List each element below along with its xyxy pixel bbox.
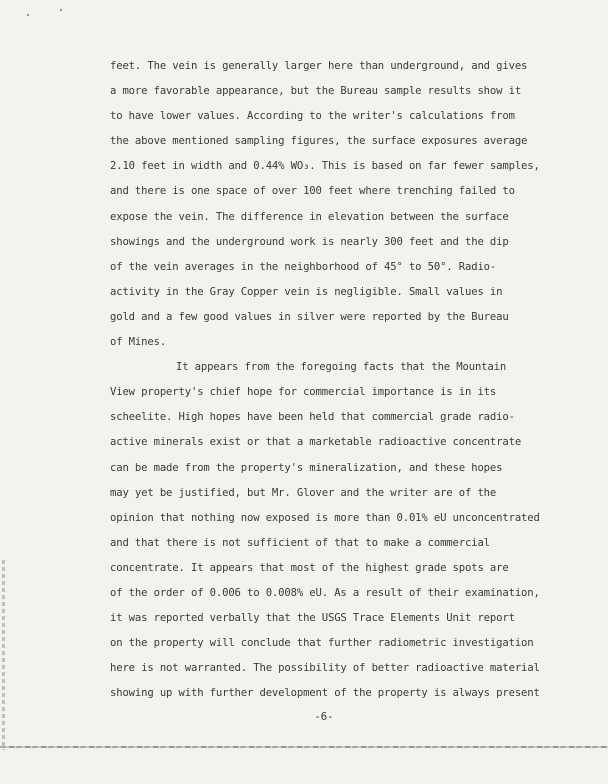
text-line: of the vein averages in the neighborhood of 45° to 50°. Radio- [110,260,497,273]
body-text [110,54,580,706]
text-line: may yet be justified, but Mr. Glover and the writer are of the [110,486,497,499]
text-line: of the order of 0.006 to 0.008% eU. As a result of their examination, [110,586,540,599]
text-line: gold and a few good values in silver were reported by the Bureau [110,310,509,323]
text-line: showing up with further development of the property is always present [110,687,540,700]
text-line: It appears from the foregoing facts that the Mountain [176,361,507,374]
text-line: opinion that nothing now exposed is more than 0.01% eU unconcentrated [110,511,540,524]
text-line: View property's chief hope for commercial importance is in its [110,386,497,399]
text-line: it was reported verbally that the USGS Trace Elements Unit report [110,612,515,625]
scan-edge-artifact [2,560,5,750]
scan-speck [27,14,29,16]
scan-bottom-edge [0,746,608,748]
text-line: a more favorable appearance, but the Bureau sample results show it [110,85,522,98]
text-line: 2.10 feet in width and 0.44% WO₃. This is based on far fewer samples, [110,160,540,173]
page-number: -6- [314,711,334,723]
text-line: activity in the Gray Copper vein is negligible. Small values in [110,285,503,298]
text-line: to have lower values. According to the writer's calculations from [110,110,515,123]
text-line: active minerals exist or that a marketable radioactive concentrate [110,436,522,449]
text-line: concentrate. It appears that most of the highest grade spots are [110,561,509,574]
text-line: on the property will conclude that further radiometric investigation [110,637,534,650]
text-line: of Mines. [110,336,167,349]
text-line: showings and the underground work is nearly 300 feet and the dip [110,235,509,248]
text-line: and there is one space of over 100 feet where trenching failed to [110,185,515,198]
text-line: feet. The vein is generally larger here than underground, and gives [110,60,528,72]
scan-speck [60,9,62,11]
text-line: the above mentioned sampling figures, the surface exposures average [110,135,528,148]
text-line: expose the vein. The difference in elevation between the surface [110,210,509,223]
text-line: and that there is not sufficient of that to make a commercial [110,536,490,549]
text-line: scheelite. High hopes have been held that commercial grade radio- [110,411,515,424]
text-line: can be made from the property's mineralization, and these hopes [110,461,503,474]
text-line: here is not warranted. The possibility of better radioactive material [110,662,540,675]
